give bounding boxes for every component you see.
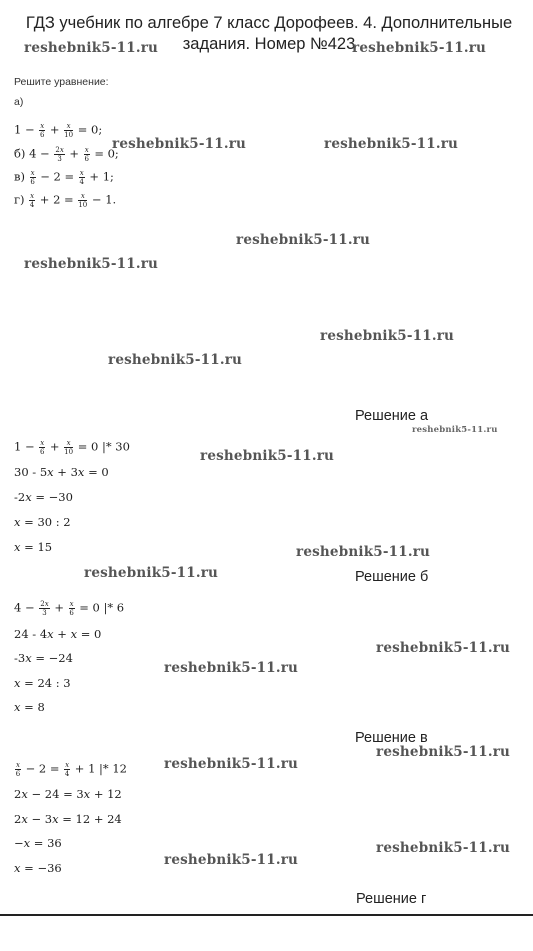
solution-b-line-4: x = 24 : 3 bbox=[14, 676, 71, 690]
equation-g: г) $\frac{x}{4}$ + 2 = $\frac{x}{10}$ − 1. bbox=[14, 192, 117, 209]
solution-b-line-5: x = 8 bbox=[14, 700, 45, 714]
watermark: reshebnik5-11.ru bbox=[352, 40, 487, 56]
watermark: reshebnik5-11.ru bbox=[236, 232, 371, 248]
solution-v-line-1: $\frac{x}{6}$ − 2 = $\frac{x}{4}$ + 1 |* 12 bbox=[15, 761, 127, 778]
watermark: reshebnik5-11.ru bbox=[320, 328, 455, 344]
watermark: reshebnik5-11.ru bbox=[24, 40, 159, 56]
solution-v-line-2: 2x − 24 = 3x + 12 bbox=[14, 787, 122, 801]
watermark: reshebnik5-11.ru bbox=[412, 425, 498, 435]
watermark: reshebnik5-11.ru bbox=[84, 565, 219, 581]
solution-a-line-4: x = 30 : 2 bbox=[14, 515, 71, 529]
equation-a: 1 − $\frac{x}{6}$ + $\frac{x}{10}$ = 0; bbox=[14, 122, 103, 139]
solution-a-line-3: -2x = −30 bbox=[14, 490, 73, 504]
watermark: reshebnik5-11.ru bbox=[376, 744, 511, 760]
equation-b: б) 4 − $\frac{2x}{3}$ + $\frac{x}{6}$ = 0; bbox=[14, 146, 119, 163]
watermark: reshebnik5-11.ru bbox=[108, 352, 243, 368]
solution-b-line-3: -3x = −24 bbox=[14, 651, 73, 665]
watermark: reshebnik5-11.ru bbox=[296, 544, 431, 560]
watermark: reshebnik5-11.ru bbox=[164, 660, 299, 676]
solution-a-line-5: x = 15 bbox=[14, 540, 53, 554]
solution-v-line-5: x = −36 bbox=[14, 861, 62, 875]
watermark: reshebnik5-11.ru bbox=[164, 756, 299, 772]
watermark: reshebnik5-11.ru bbox=[24, 256, 159, 272]
watermark: reshebnik5-11.ru bbox=[324, 136, 459, 152]
page-title: ГДЗ учебник по алгебре 7 класс Дорофеев. 4. Дополнительные задания. Номер №423 bbox=[25, 14, 513, 53]
solution-g-heading: Решение г bbox=[356, 891, 427, 907]
watermark: reshebnik5-11.ru bbox=[164, 852, 299, 868]
solution-a-heading: Решение а bbox=[355, 408, 429, 424]
watermark: reshebnik5-11.ru bbox=[200, 448, 335, 464]
solution-v-heading: Решение в bbox=[355, 730, 428, 746]
task-prompt: Решите уравнение: bbox=[14, 76, 109, 88]
solution-v-line-3: 2x − 3x = 12 + 24 bbox=[14, 812, 122, 826]
solution-b-line-2: 24 - 4x + x = 0 bbox=[14, 627, 102, 641]
watermark: reshebnik5-11.ru bbox=[376, 640, 511, 656]
solution-a-line-1: 1 − $\frac{x}{6}$ + $\frac{x}{10}$ = 0 |* 30 bbox=[14, 439, 130, 456]
bottom-divider bbox=[0, 914, 533, 916]
equation-v: в) $\frac{x}{6}$ − 2 = $\frac{x}{4}$ + 1; bbox=[14, 169, 114, 186]
part-a-label: а) bbox=[14, 96, 24, 108]
solution-a-line-2: 30 - 5x + 3x = 0 bbox=[14, 465, 109, 479]
solution-v-line-4: −x = 36 bbox=[14, 836, 62, 850]
solution-b-line-1: 4 − $\frac{2x}{3}$ + $\frac{x}{6}$ = 0 |* 6 bbox=[14, 600, 125, 617]
watermark: reshebnik5-11.ru bbox=[112, 136, 247, 152]
watermark: reshebnik5-11.ru bbox=[376, 840, 511, 856]
solution-b-heading: Решение б bbox=[355, 569, 429, 585]
